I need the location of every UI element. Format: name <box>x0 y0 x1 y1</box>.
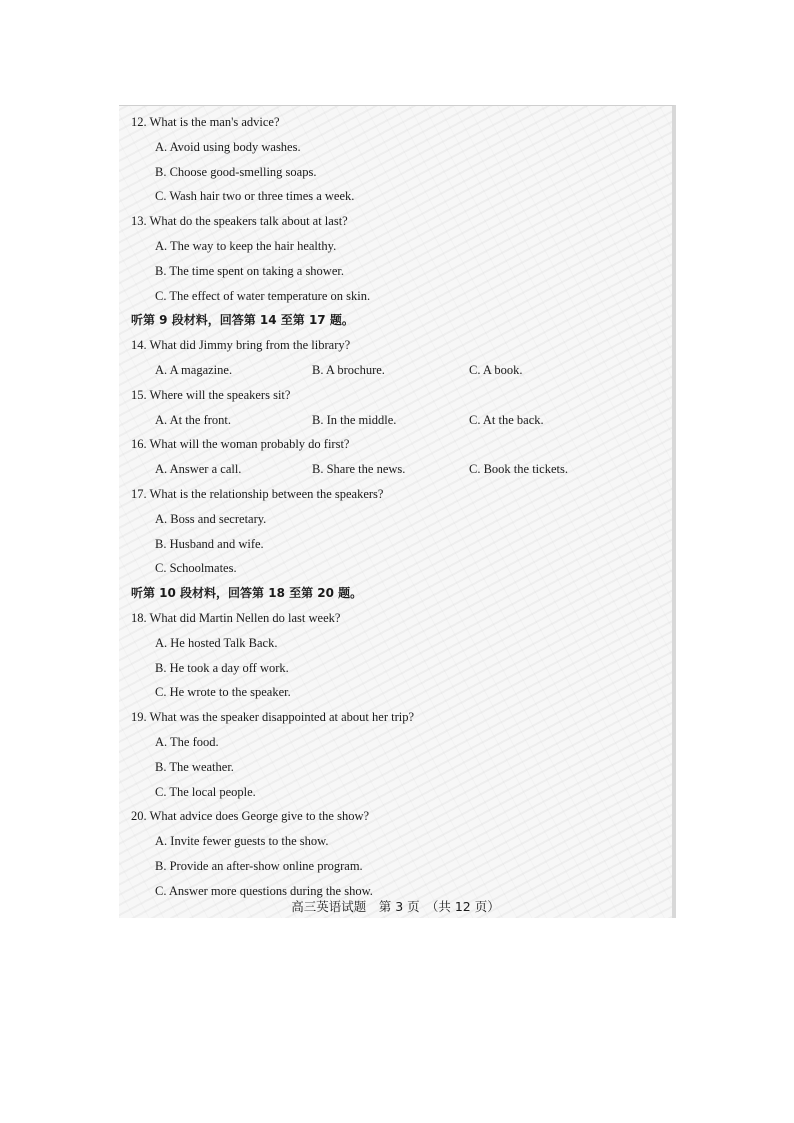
answer-option: A. A magazine. <box>155 363 233 377</box>
question-text: 12. What is the man's advice? <box>131 115 280 129</box>
answer-option: B. The time spent on taking a shower. <box>155 263 344 278</box>
answer-option: B. Husband and wife. <box>155 536 264 551</box>
option-row <box>119 358 672 382</box>
answer-option: C. Answer more questions during the show. <box>155 883 373 898</box>
option-row <box>119 160 672 184</box>
answer-option: C. The effect of water temperature on skin. <box>155 288 371 303</box>
answer-option: A. At the front. <box>155 412 232 427</box>
option-row <box>119 854 672 878</box>
question-text: 19. What was the speaker disappointed at about her trip? <box>131 710 415 725</box>
answer-option: A. Boss and secretary. <box>155 511 267 526</box>
answer-option: C. Schoolmates. <box>155 561 237 576</box>
section-instruction: 听第 9 段材料，回答第 14 至第 17 题。 <box>131 313 354 328</box>
answer-option: B. Choose good-smelling soaps. <box>155 164 317 179</box>
section-instruction: 听第 10 段材料，回答第 18 至第 20 题。 <box>131 586 363 601</box>
option-row <box>119 408 672 432</box>
option-row <box>119 730 672 754</box>
answer-option: A. He hosted Talk Back. <box>155 635 278 650</box>
option-row <box>119 780 672 804</box>
option-row <box>119 259 672 283</box>
answer-option: C. Wash hair two or three times a week. <box>155 189 355 204</box>
option-row <box>119 656 672 680</box>
answer-option: B. Provide an after-show online program. <box>155 859 363 873</box>
answer-option: C. He wrote to the speaker. <box>155 685 291 700</box>
option-row <box>119 184 672 208</box>
option-row <box>119 755 672 779</box>
question-text: 13. What do the speakers talk about at last? <box>131 214 348 229</box>
answer-option: C. Book the tickets. <box>469 462 568 477</box>
option-row <box>119 234 672 258</box>
option-row <box>119 556 672 580</box>
answer-option: C. At the back. <box>469 412 544 427</box>
answer-option: A. Avoid using body washes. <box>155 139 301 154</box>
question-text: 16. What will the woman probably do first? <box>131 437 350 452</box>
answer-option: A. The food. <box>155 735 219 749</box>
question-text: 20. What advice does George give to the show? <box>131 809 370 824</box>
answer-option: A. The way to keep the hair healthy. <box>155 239 337 253</box>
question-text: 17. What is the relationship between the speakers? <box>131 487 384 501</box>
answer-option: A. Answer a call. <box>155 462 242 477</box>
question-text: 15. Where will the speakers sit? <box>131 387 291 402</box>
option-row <box>119 532 672 556</box>
answer-option: B. The weather. <box>155 759 234 774</box>
question-text: 18. What did Martin Nellen do last week? <box>131 611 341 625</box>
option-row <box>119 829 672 853</box>
answer-option: C. The local people. <box>155 784 256 799</box>
option-row <box>119 457 672 481</box>
option-row <box>119 507 672 531</box>
option-row <box>119 631 672 655</box>
option-row <box>119 680 672 704</box>
exam-page <box>119 105 676 918</box>
answer-option: A. Invite fewer guests to the show. <box>155 834 329 849</box>
question-text: 14. What did Jimmy bring from the library? <box>131 338 351 353</box>
page-footer: 高三英语试题 第 3 页 （共 12 页） <box>291 899 500 914</box>
answer-option: B. Share the news. <box>312 462 406 477</box>
answer-option: B. In the middle. <box>312 412 397 427</box>
option-row <box>119 135 672 159</box>
answer-option: B. A brochure. <box>312 363 385 377</box>
answer-option: B. He took a day off work. <box>155 660 289 675</box>
option-row <box>119 284 672 308</box>
answer-option: C. A book. <box>469 363 523 377</box>
